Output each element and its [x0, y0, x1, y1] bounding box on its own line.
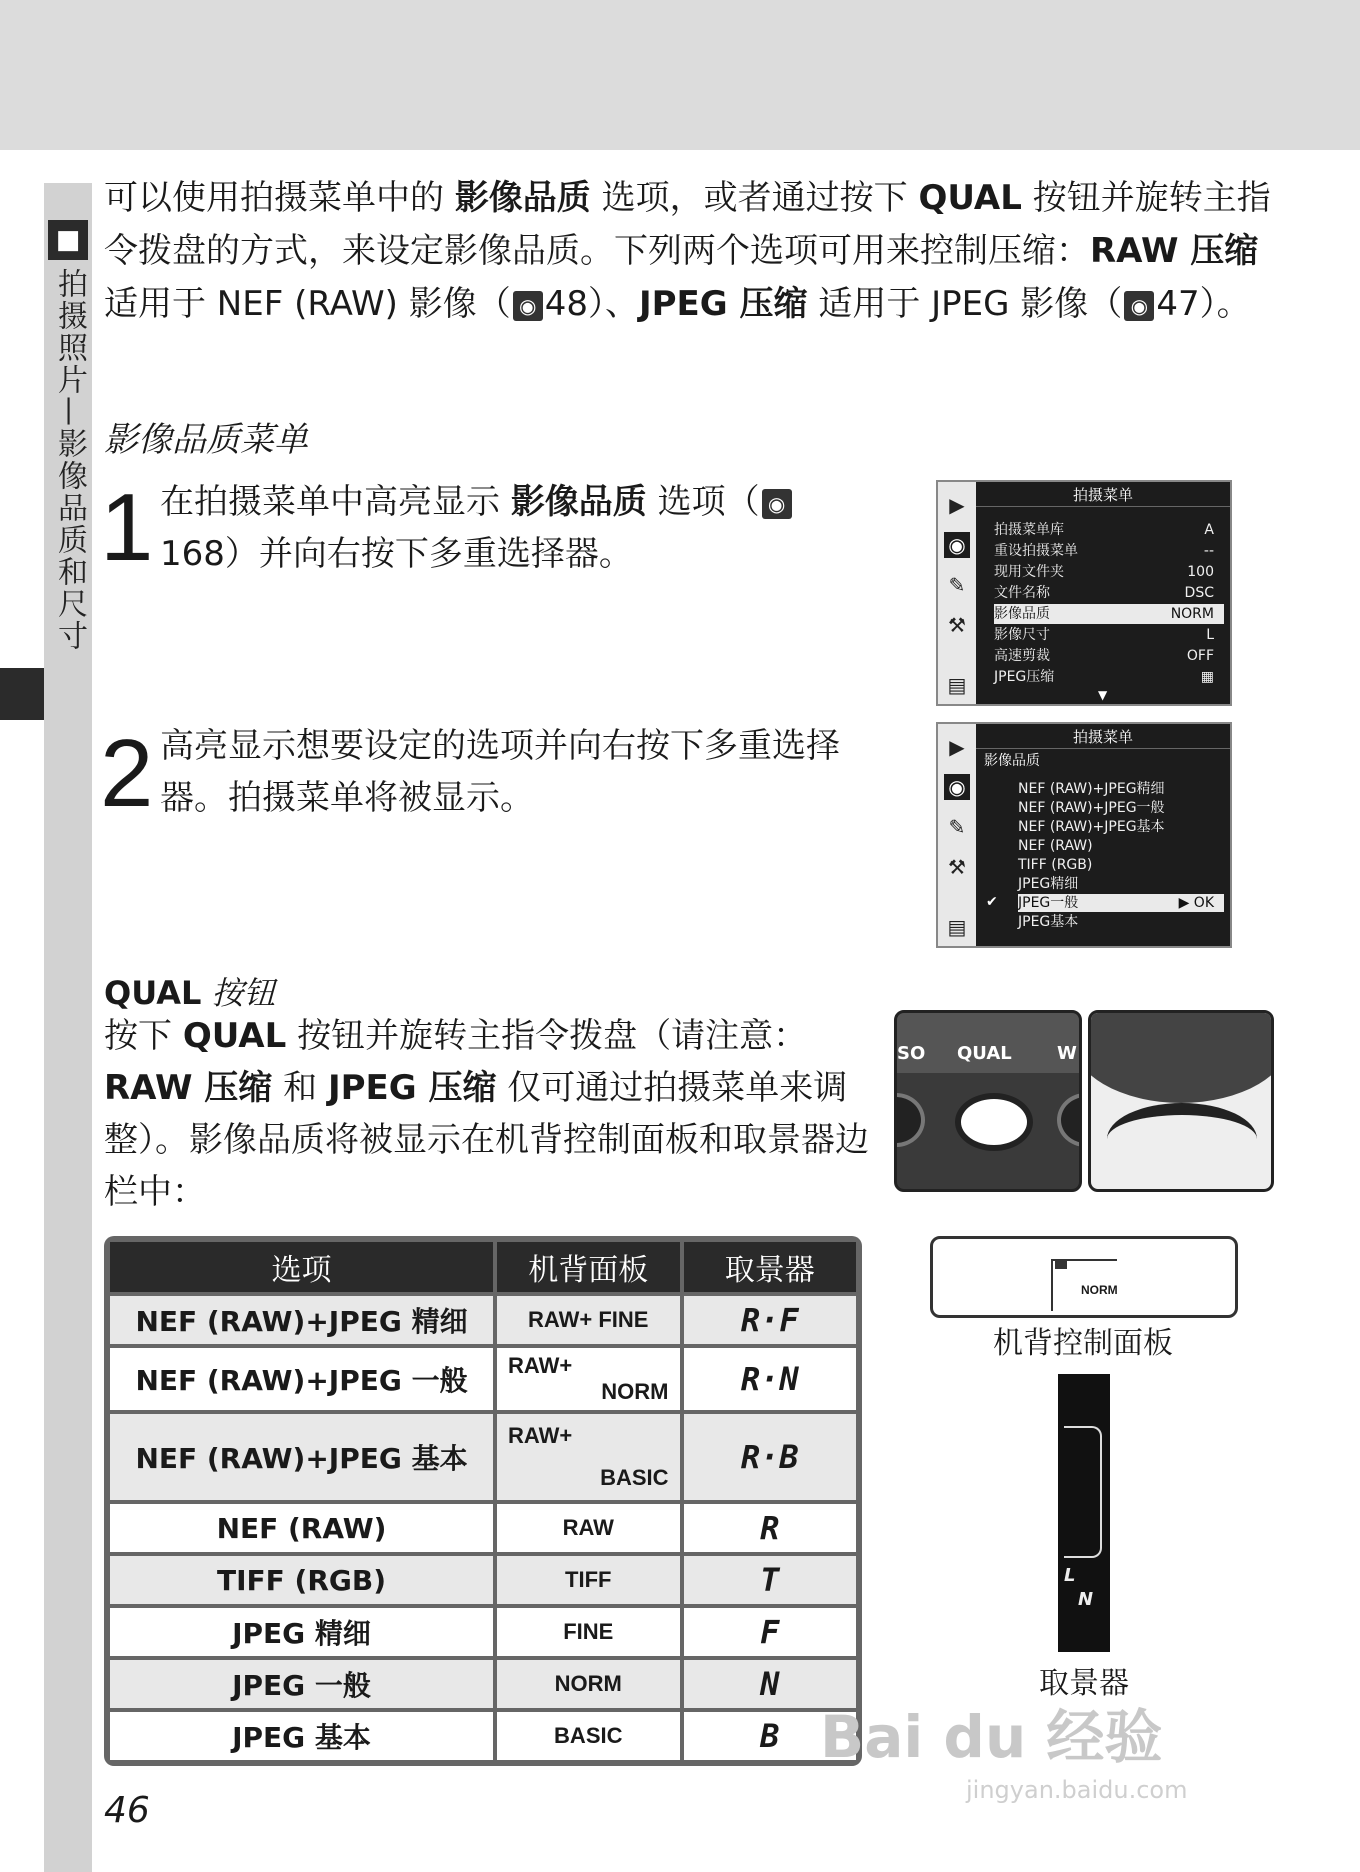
step-2-text: 高亮显示想要设定的选项并向右按下多重选择器。拍摄菜单将被显示。	[160, 726, 840, 818]
menu-row[interactable]: 重设拍摄菜单 --	[994, 543, 1214, 559]
page-ref-icon: ◉	[762, 489, 792, 519]
playback-icon: ▶	[949, 493, 965, 517]
step-number: 1	[100, 474, 154, 581]
recent-settings-icon: ▤	[947, 915, 967, 939]
viewfinder-illustration: L N	[1058, 1374, 1110, 1652]
quality-option[interactable]: TIFF (RGB)	[1018, 857, 1093, 873]
scroll-down-icon: ▼	[1098, 688, 1108, 702]
qual-button	[955, 1093, 1033, 1151]
table-header: 选项	[110, 1242, 493, 1292]
camera-icon: ◉	[944, 774, 970, 800]
control-panel-caption: 机背控制面板	[993, 1326, 1173, 1361]
table-row: NEF (RAW)+JPEG 基本 RAW+ BASIC R·B	[110, 1414, 856, 1500]
page-number: 46	[104, 1790, 150, 1831]
page-ref-icon: ◉	[513, 291, 543, 321]
check-icon: ✔	[986, 894, 998, 910]
menu-row-selected[interactable]: 影像品质 NORM	[994, 604, 1224, 624]
chapter-label: 拍摄照片—影像品质和尺寸	[52, 268, 87, 652]
quality-option[interactable]: NEF (RAW)+JPEG基本	[1018, 819, 1165, 835]
playback-icon: ▶	[949, 735, 965, 759]
menu-sidebar	[938, 482, 976, 704]
step-1-text: 在拍摄菜单中高亮显示 影像品质 选项（ ◉168）并向右按下多重选择器。	[160, 476, 870, 580]
menu-row[interactable]: JPEG压缩 ▦	[994, 669, 1214, 685]
submenu-title: 影像品质	[984, 753, 1040, 769]
quality-option[interactable]: NEF (RAW)	[1018, 838, 1093, 854]
camera-menu-icon: ■	[48, 220, 88, 260]
table-row: NEF (RAW)+JPEG 一般 RAW+ NORM R·N	[110, 1348, 856, 1410]
menu-row[interactable]: 现用文件夹 100	[994, 564, 1214, 580]
chapter-marker	[0, 668, 44, 720]
control-panel-illustration: NORM	[930, 1236, 1238, 1318]
quality-option[interactable]: NEF (RAW)+JPEG精细	[1018, 781, 1165, 797]
table-header: 机背面板	[497, 1242, 679, 1292]
image-quality-menu-screenshot	[936, 722, 1232, 948]
table-row: TIFF (RGB) TIFF T	[110, 1556, 856, 1604]
table-row: JPEG 精细 FINE F	[110, 1608, 856, 1656]
qual-section-title: QUAL 按钮	[104, 974, 276, 1012]
command-dial-photo	[1088, 1010, 1274, 1192]
baidu-watermark: Bai du 经验	[820, 1703, 1163, 1771]
menu-title: 拍摄菜单	[976, 484, 1230, 507]
table-row: JPEG 基本 BASIC B	[110, 1712, 856, 1760]
size-l-icon	[1055, 1261, 1067, 1269]
page-ref-icon: ◉	[1124, 291, 1154, 321]
wrench-icon: ⚒	[948, 855, 966, 879]
intro-paragraph: 可以使用拍摄菜单中的 影像品质 选项，或者通过按下 QUAL 按钮并旋转主指令拨盘的方式，来设定影像品质。下列两个选项可用来控制压缩：RAW 压缩 适用于 NEF (RAW) 影像（ ◉ 48）、JPEG 压缩 适用于 JPEG 影像（ ◉ 47）。	[104, 178, 1271, 324]
section-title: 影像品质菜单	[104, 420, 308, 460]
grid-icon: ▦	[1200, 669, 1214, 685]
table-row: JPEG 一般 NORM N	[110, 1660, 856, 1708]
pencil-icon: ✎	[948, 573, 966, 597]
table-row: NEF (RAW) RAW R	[110, 1504, 856, 1552]
quality-option[interactable]: JPEG精细	[1018, 876, 1079, 892]
camera-icon: ◉	[944, 532, 970, 558]
header-band	[0, 0, 1360, 150]
pencil-icon: ✎	[948, 815, 966, 839]
menu-row[interactable]: 文件名称 DSC	[994, 585, 1214, 601]
quality-option[interactable]: NEF (RAW)+JPEG一般	[1018, 800, 1165, 816]
wrench-icon: ⚒	[948, 613, 966, 637]
quality-option[interactable]: JPEG基本	[1018, 914, 1079, 930]
qual-paragraph: 按下 QUAL 按钮并旋转主指令拨盘（请注意：RAW 压缩 和 JPEG 压缩 仅可通过拍摄菜单来调整）。影像品质将被显示在机背控制面板和取景器边栏中：	[104, 1016, 869, 1212]
menu-row[interactable]: 影像尺寸 L	[994, 627, 1214, 643]
recent-settings-icon: ▤	[947, 673, 967, 697]
quality-option-selected[interactable]: JPEG一般 ▶ OK	[1018, 894, 1224, 912]
menu-row[interactable]: 高速剪裁 OFF	[994, 648, 1214, 664]
menu-sidebar	[938, 724, 976, 946]
viewfinder-caption: 取景器	[1039, 1666, 1129, 1701]
step-number: 2	[100, 720, 154, 827]
qual-button-photo: SO QUAL W	[894, 1010, 1082, 1192]
menu-row[interactable]: 拍摄菜单库 A	[994, 522, 1214, 538]
shooting-menu-screenshot	[936, 480, 1232, 706]
dial-arrow-icon	[1107, 1103, 1257, 1175]
quality-table	[104, 1236, 862, 1766]
menu-title: 拍摄菜单	[976, 726, 1230, 749]
table-row: NEF (RAW)+JPEG 精细 RAW+ FINE R·F	[110, 1296, 856, 1344]
table-header: 取景器	[684, 1242, 856, 1292]
baidu-watermark-url: jingyan.baidu.com	[966, 1776, 1188, 1804]
